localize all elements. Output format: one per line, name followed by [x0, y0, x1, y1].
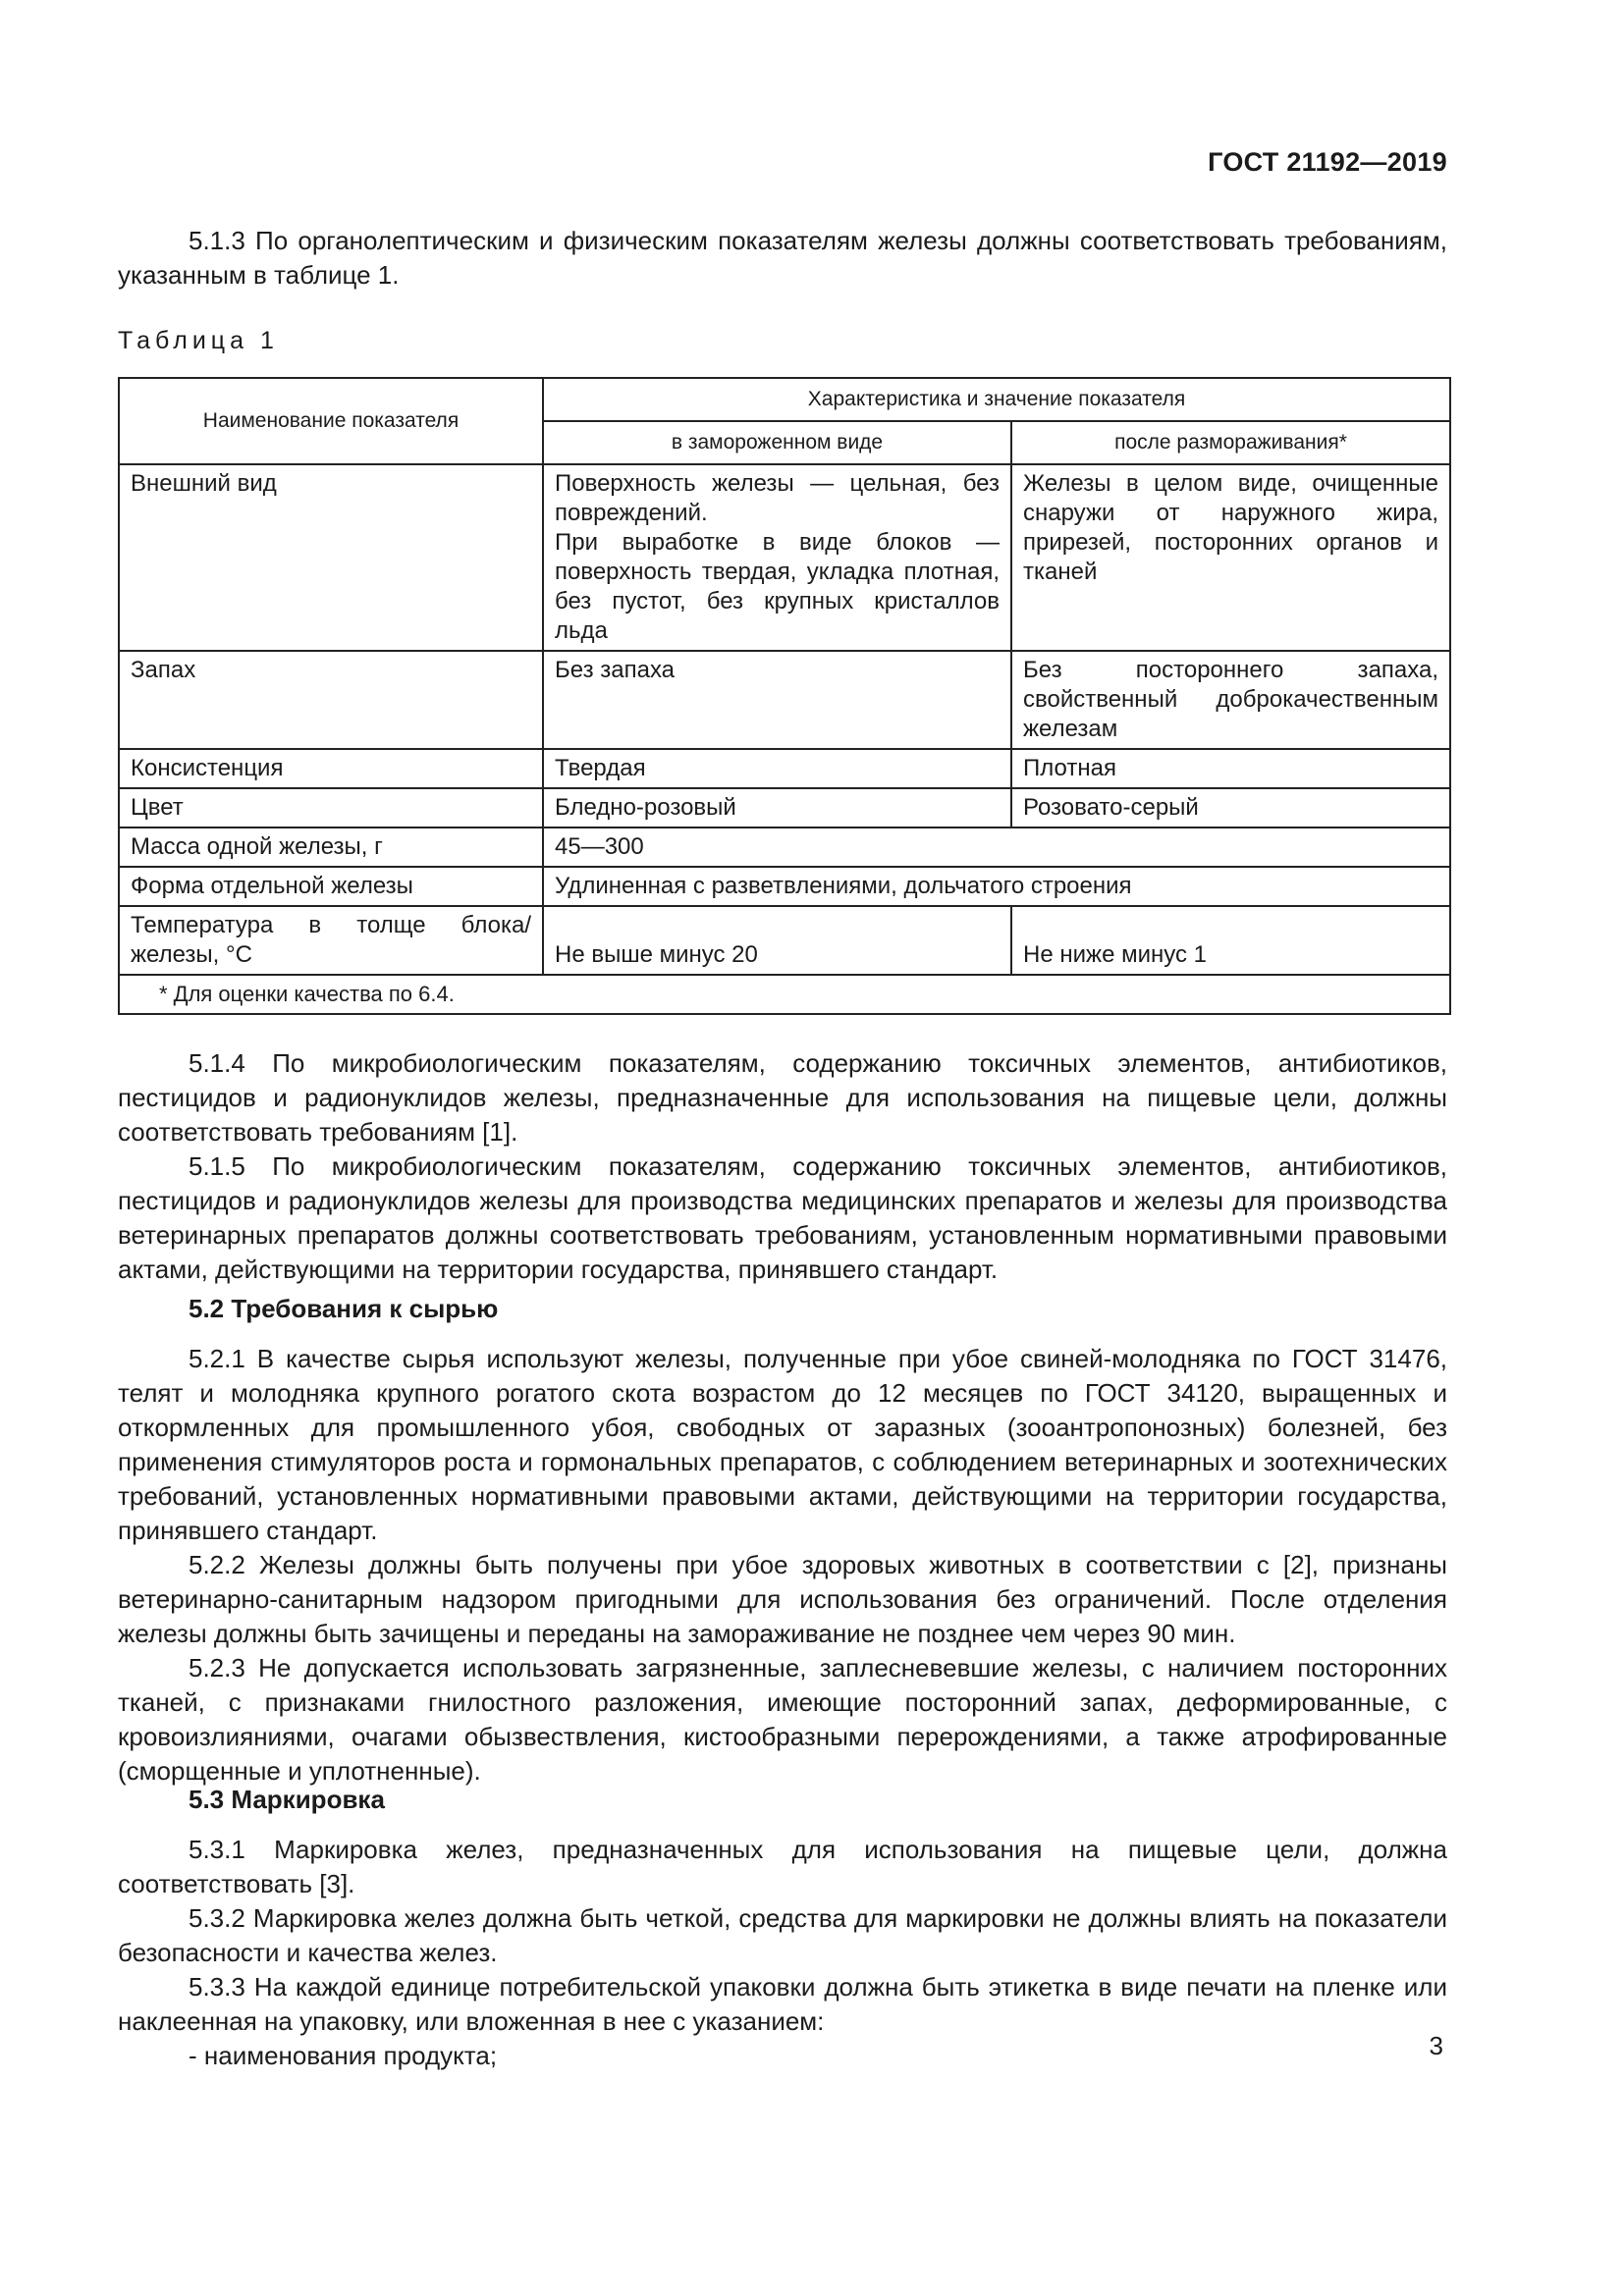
section-heading-5-2: 5.2 Требования к сырью — [189, 1294, 499, 1323]
paragraph-5-1-5: 5.1.5 По микробиологическим показателям, содержанию токсичных элементов, антибиотиков, пестицидов и радионуклидов железы для производства медицинских препаратов и железы для производства ветеринарных препаратов должны соответствовать требованиям, установленным нормативными правовыми актами, действующими на территории государства, принявшего стандарт. — [118, 1151, 1447, 1284]
paragraph-5-1-4: 5.1.4 По микробиологическим показателям, содержанию токсичных элементов, антибиотиков, пестицидов и радионуклидов железы, предназначенные для использования на пищевые цели, должны соответствовать требованиям [1]. — [118, 1048, 1447, 1147]
row-frozen — [543, 464, 1011, 651]
table-row — [119, 749, 1450, 788]
row-name: Консистенция — [119, 749, 543, 788]
row-name: Запах — [119, 651, 543, 749]
row-name: Внешний вид — [119, 464, 543, 651]
paragraph-5-2-2: 5.2.2 Железы должны быть получены при убое здоровых животных в соответствии с [2], признаны ветеринарно-санитарным надзором пригодными для использования без ограничений. После отделения железы должны быть зачищены и переданы на замораживание не позднее чем через 90 мин. — [118, 1550, 1447, 1648]
header-indicator-name: Наименование показателя — [119, 378, 543, 464]
table-row — [119, 867, 1450, 906]
header-characteristic-group: Характеристика и значение показателя — [543, 378, 1450, 421]
table-caption: Таблица 1 — [118, 327, 279, 354]
document-header: ГОСТ 21192—2019 — [1208, 147, 1447, 177]
paragraph-5-3-1: 5.3.1 Маркировка желез, предназначенных для использования на пищевые цели, должна соответствовать [3]. — [118, 1835, 1447, 1898]
row-name: Температура в толще блока/железы, °С — [119, 906, 543, 975]
row-thawed: Плотная — [1011, 749, 1450, 788]
row-name: Форма отдельной железы — [119, 867, 543, 906]
row-thawed: Без постороннего запаха, свойственный доброкачественным железам — [1011, 651, 1450, 749]
table-row — [119, 464, 1450, 651]
paragraph-5-2-1: 5.2.1 В качестве сырья используют железы, полученные при убое свиней-молодняка по ГОСТ 31476, телят и молодняка крупного рогатого скота возрастом до 12 месяцев по ГОСТ 34120, выращенных и откормленных для промышленного убоя, свободных от заразных (зооантропонозных) болезней, без применения стимуляторов роста и гормональных препаратов, с соблюдением ветеринарных и зоотехнических требований, установленных нормативными правовыми актами, действующими на территории государства, принявшего стандарт. — [118, 1344, 1447, 1545]
table-1 — [118, 377, 1451, 1015]
row-name: Масса одной железы, г — [119, 828, 543, 867]
table-row — [119, 788, 1450, 828]
section-heading-5-3: 5.3 Маркировка — [189, 1785, 385, 1814]
row-thawed: Не ниже минус 1 — [1011, 906, 1450, 975]
paragraph-5-2-3: 5.2.3 Не допускается использовать загрязненные, заплесневевшие железы, с наличием посторонних тканей, с признаками гнилостного разложения, имеющие посторонний запах, деформированные, с кровоизлияниями, очагами обызвествления, кистообразными перерождениями, а также атрофированные (сморщенные и уплотненные). — [118, 1653, 1447, 1786]
row-frozen: Твердая — [543, 749, 1011, 788]
paragraphs-5-2 — [118, 1342, 1447, 1789]
header-thawed: после размораживания* — [1011, 421, 1450, 464]
row-thawed: Розовато-серый — [1011, 788, 1450, 828]
table-row — [119, 651, 1450, 749]
cell-text: Поверхность железы — цельная, без повреждений. — [555, 470, 1000, 526]
paragraphs-5-3 — [118, 1833, 1447, 2073]
table-row — [119, 906, 1450, 975]
page-number: 3 — [1429, 2031, 1443, 2060]
row-merged-value: Удлиненная с разветвлениями, дольчатого строения — [543, 867, 1450, 906]
paragraph-text: 5.1.3 По органолептическим и физическим показателям железы должны соответствовать требованиям, указанным в таблице 1. — [118, 226, 1447, 290]
paragraph-5-3-2: 5.3.2 Маркировка желез должна быть четкой, средства для маркировки не должны влиять на показатели безопасности и качества желез. — [118, 1903, 1447, 1967]
row-frozen: Без запаха — [543, 651, 1011, 749]
row-frozen: Не выше минус 20 — [543, 906, 1011, 975]
header-frozen: в замороженном виде — [543, 421, 1011, 464]
table-footnote: * Для оценки качества по 6.4. — [119, 975, 1450, 1014]
row-name: Цвет — [119, 788, 543, 828]
paragraphs-5-1-4-5 — [118, 1046, 1447, 1287]
paragraph-5-1-3 — [118, 224, 1447, 293]
table-row — [119, 828, 1450, 867]
row-frozen: Бледно-розовый — [543, 788, 1011, 828]
cell-text: При выработке в виде блоков — поверхность твердая, укладка плотная, без пустот, без крупных кристаллов льда — [555, 529, 1000, 644]
paragraph-5-3-3: 5.3.3 На каждой единице потребительской упаковки должна быть этикетка в виде печати на пленке или наклеенная на упаковку, или вложенная в нее с указанием: — [118, 1972, 1447, 2036]
row-merged-value: 45—300 — [543, 828, 1450, 867]
list-item: - наименования продукта; — [189, 2041, 498, 2070]
row-thawed: Железы в целом виде, очищенные снаружи от наружного жира, прирезей, посторонних органов и тканей — [1011, 464, 1450, 651]
